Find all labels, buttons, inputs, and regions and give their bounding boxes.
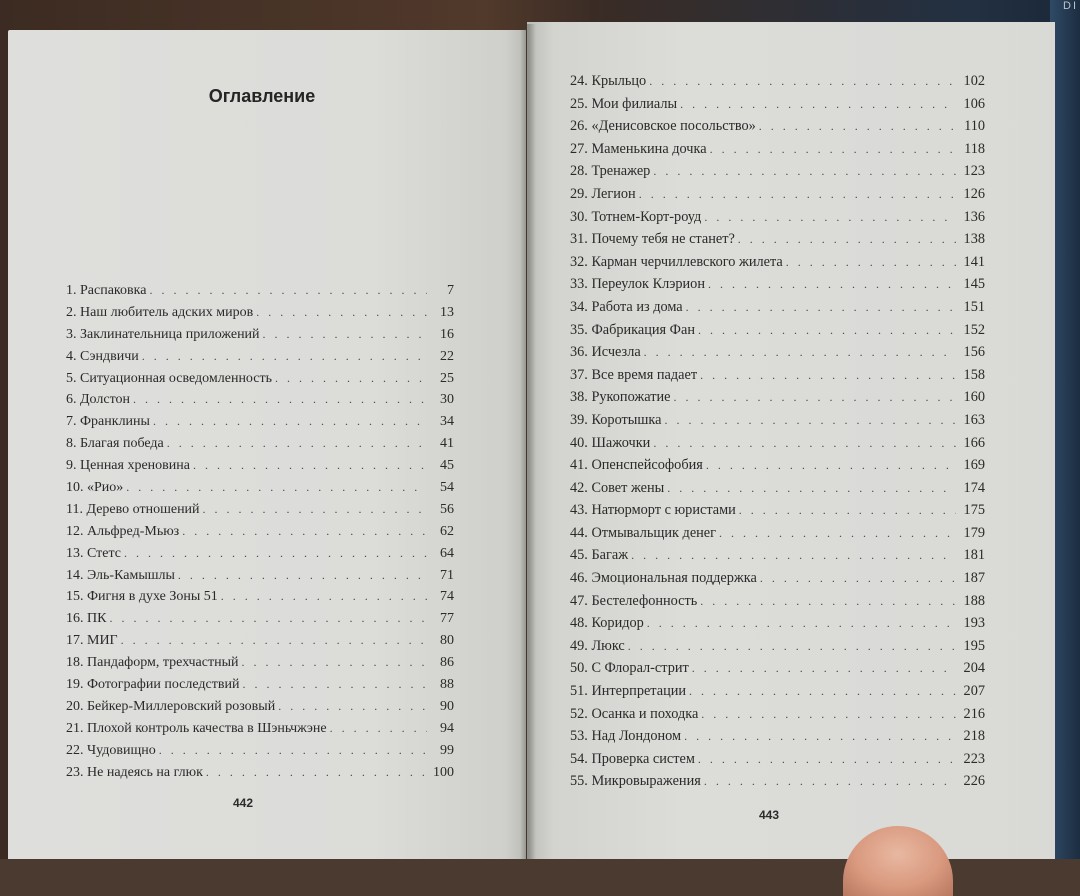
toc-entry-page: 90 <box>440 698 454 714</box>
toc-entry-page: 223 <box>963 750 985 767</box>
toc-entry-title: 8. Благая победа <box>66 436 164 452</box>
toc-entry-page: 25 <box>440 370 454 386</box>
toc-entry-title: 10. «Рио» <box>66 480 124 496</box>
toc-entry-title: 40. Шажочки <box>570 434 651 451</box>
toc-entry-title: 11. Дерево отношений <box>66 501 200 517</box>
toc-entry <box>570 412 985 435</box>
toc-entry-title: 5. Ситуационная осведомленность <box>66 370 273 386</box>
toc-entry <box>66 699 454 721</box>
toc-entry-title: 55. Микровыражения <box>570 773 701 790</box>
toc-entry-title: 43. Натюрморт с юристами <box>570 502 736 519</box>
toc-leader-dots <box>649 74 956 89</box>
toc-entry-page: 86 <box>440 655 454 671</box>
toc-entry-title: 27. Маменькина дочка <box>570 140 707 157</box>
toc-entry-page: 156 <box>963 344 985 361</box>
toc-entry <box>570 299 985 322</box>
toc-leader-dots <box>738 232 956 247</box>
toc-leader-dots <box>719 526 956 541</box>
toc-entry-title: 42. Совет жены <box>570 479 665 496</box>
toc-entry <box>570 367 985 390</box>
toc-entry <box>66 589 454 611</box>
toc-entry-page: 56 <box>440 501 454 517</box>
toc-leader-dots <box>203 502 427 517</box>
toc-entry <box>66 305 454 327</box>
toc-entry <box>570 389 985 412</box>
toc-leader-dots <box>178 568 427 583</box>
toc-entry <box>570 615 985 638</box>
book-gutter <box>520 24 536 859</box>
toc-leader-dots <box>653 436 956 451</box>
toc-leader-dots <box>759 119 956 134</box>
toc-entry <box>570 209 985 232</box>
toc-entry-page: 152 <box>963 321 985 338</box>
toc-leader-dots <box>689 684 956 699</box>
toc-entry <box>570 773 985 796</box>
toc-entry-page: 163 <box>963 411 985 428</box>
toc-entry-page: 22 <box>440 348 454 364</box>
toc-leader-dots <box>149 283 427 298</box>
toc-leader-dots <box>167 436 427 451</box>
toc-entry-title: 23. Не надеясь на глюк <box>66 764 203 780</box>
toc-entry-page: 118 <box>964 140 985 157</box>
toc-entry <box>570 141 985 164</box>
toc-entry-title: 1. Распаковка <box>66 283 147 298</box>
toc-entry <box>66 677 454 699</box>
toc-entry-title: 33. Переулок Клэрион <box>570 276 705 293</box>
toc-entry <box>570 547 985 570</box>
toc-left-list <box>66 283 454 786</box>
toc-entry-page: 64 <box>440 545 454 561</box>
toc-leader-dots <box>278 699 427 714</box>
toc-entry-title: 41. Опенспейсофобия <box>570 457 703 474</box>
toc-entry-title: 4. Сэндвичи <box>66 348 139 364</box>
toc-entry-page: 100 <box>433 764 454 780</box>
toc-entry-title: 15. Фигня в духе Зоны 51 <box>66 589 218 605</box>
toc-entry-page: 99 <box>440 742 454 758</box>
toc-leader-dots <box>680 97 956 112</box>
toc-leader-dots <box>133 392 427 407</box>
toc-entry-title: 36. Исчезла <box>570 344 641 361</box>
toc-entry-title: 45. Багаж <box>570 547 629 564</box>
toc-entry-title: 51. Интерпретации <box>570 683 687 700</box>
toc-entry-page: 187 <box>963 570 985 587</box>
toc-entry-title: 13. Стетс <box>66 545 121 561</box>
toc-entry-page: 80 <box>440 633 454 649</box>
toc-entry <box>66 327 454 349</box>
toc-entry-page: 207 <box>963 683 985 700</box>
toc-leader-dots <box>684 729 956 744</box>
toc-entry-title: 49. Люкс <box>570 637 625 654</box>
toc-entry-page: 175 <box>963 502 985 519</box>
toc-entry-title: 46. Эмоциональная поддержка <box>570 570 757 587</box>
toc-entry-page: 106 <box>963 95 985 112</box>
toc-leader-dots <box>256 305 427 320</box>
toc-entry-page: 41 <box>440 436 454 452</box>
toc-entry <box>570 344 985 367</box>
toc-leader-dots <box>628 639 956 654</box>
toc-entry <box>570 660 985 683</box>
toc-entry <box>66 611 454 633</box>
toc-entry-page: 226 <box>963 773 985 790</box>
toc-entry-title: 38. Рукопожатие <box>570 389 671 406</box>
toc-entry-page: 136 <box>963 208 985 225</box>
toc-leader-dots <box>644 345 956 360</box>
toc-entry-page: 181 <box>963 547 985 564</box>
toc-entry-title: 54. Проверка систем <box>570 750 695 767</box>
toc-entry-title: 48. Коридор <box>570 615 644 632</box>
toc-leader-dots <box>647 616 956 631</box>
toc-entry <box>66 546 454 568</box>
toc-entry-page: 16 <box>440 326 454 342</box>
toc-leader-dots <box>263 327 427 342</box>
toc-entry-page: 160 <box>963 389 985 406</box>
toc-leader-dots <box>760 571 956 586</box>
toc-entry-page: 158 <box>963 366 985 383</box>
toc-entry <box>66 721 454 743</box>
toc-entry <box>66 371 454 393</box>
toc-entry-page: 216 <box>963 705 985 722</box>
toc-leader-dots <box>121 633 427 648</box>
toc-leader-dots <box>739 503 956 518</box>
toc-entry-page: 141 <box>963 253 985 270</box>
toc-entry-title: 47. Бестелефонность <box>570 592 698 609</box>
toc-entry <box>66 743 454 765</box>
toc-entry-title: 14. Эль-Камышлы <box>66 567 175 583</box>
toc-entry-page: 151 <box>963 298 985 315</box>
toc-entry <box>570 502 985 525</box>
toc-entry-title: 22. Чудовищно <box>66 742 156 758</box>
toc-entry <box>570 163 985 186</box>
toc-entry-page: 13 <box>440 304 454 320</box>
toc-leader-dots <box>786 255 956 270</box>
toc-entry-title: 28. Тренажер <box>570 163 651 180</box>
toc-entry-title: 17. МИГ <box>66 633 118 649</box>
toc-entry-title: 26. «Денисовское посольство» <box>570 118 756 135</box>
toc-leader-dots <box>701 707 956 722</box>
page-number-left: 442 <box>233 796 254 810</box>
toc-heading: Оглавление <box>208 86 316 106</box>
toc-entry <box>570 231 985 254</box>
toc-entry <box>66 655 454 677</box>
toc-entry-page: 77 <box>440 611 454 627</box>
toc-entry-page: 138 <box>963 231 985 248</box>
toc-entry-page: 204 <box>963 660 985 677</box>
toc-entry-page: 195 <box>963 637 985 654</box>
toc-entry <box>66 502 454 524</box>
toc-entry-title: 34. Работа из дома <box>570 298 683 315</box>
toc-leader-dots <box>708 277 956 292</box>
toc-leader-dots <box>330 721 427 736</box>
toc-entry-title: 9. Ценная хреновина <box>66 458 190 474</box>
toc-leader-dots <box>153 414 427 429</box>
toc-entry-page: 54 <box>440 480 454 496</box>
toc-leader-dots <box>182 524 427 539</box>
toc-leader-dots <box>639 187 956 202</box>
toc-entry-page: 110 <box>964 118 985 135</box>
toc-entry-page: 30 <box>440 392 454 408</box>
toc-entry <box>66 349 454 371</box>
toc-leader-dots <box>700 594 956 609</box>
toc-entry <box>570 751 985 774</box>
toc-entry <box>570 593 985 616</box>
toc-leader-dots <box>221 589 427 604</box>
toc-entry <box>66 633 454 655</box>
toc-leader-dots <box>126 480 427 495</box>
toc-leader-dots <box>142 349 427 364</box>
toc-entry-page: 126 <box>963 185 985 202</box>
toc-entry <box>66 283 454 305</box>
toc-leader-dots <box>193 458 427 473</box>
toc-entry <box>570 73 985 96</box>
toc-leader-dots <box>664 413 956 428</box>
toc-entry <box>66 392 454 414</box>
toc-entry <box>570 435 985 458</box>
toc-entry-page: 94 <box>440 720 454 736</box>
toc-entry <box>570 480 985 503</box>
toc-entry-title: 32. Карман черчиллевского жилета <box>570 253 783 270</box>
toc-leader-dots <box>673 390 956 405</box>
toc-leader-dots <box>692 661 956 676</box>
toc-entry <box>570 706 985 729</box>
toc-entry-title: 53. Над Лондоном <box>570 728 682 745</box>
toc-entry-title: 52. Осанка и походка <box>570 705 699 722</box>
toc-entry-title: 21. Плохой контроль качества в Шэньчжэне <box>66 720 327 736</box>
toc-entry-page: 71 <box>440 567 454 583</box>
toc-entry-page: 145 <box>963 276 985 293</box>
toc-leader-dots <box>698 752 956 767</box>
toc-leader-dots <box>704 210 956 225</box>
toc-leader-dots <box>206 765 427 780</box>
toc-entry-page: 74 <box>440 589 454 605</box>
toc-entry-title: 7. Франклины <box>66 414 150 430</box>
toc-entry-title: 50. С Флорал-стрит <box>570 660 689 677</box>
toc-entry-page: 123 <box>963 163 985 180</box>
toc-entry <box>570 638 985 661</box>
toc-leader-dots <box>653 164 956 179</box>
toc-entry-page: 166 <box>963 434 985 451</box>
toc-entry-page: 7 <box>447 283 454 298</box>
toc-entry <box>66 524 454 546</box>
toc-entry <box>66 568 454 590</box>
toc-right-list <box>570 73 985 796</box>
toc-entry-title: 19. Фотографии последствий <box>66 677 240 693</box>
toc-entry-title: 20. Бейкер-Миллеровский розовый <box>66 698 276 714</box>
toc-entry <box>66 765 454 787</box>
toc-entry-title: 6. Долстон <box>66 392 130 408</box>
toc-entry <box>570 683 985 706</box>
toc-entry-title: 44. Отмывальщик денег <box>570 524 717 541</box>
toc-entry <box>570 525 985 548</box>
toc-entry-title: 39. Коротышка <box>570 411 662 428</box>
toc-entry-title: 30. Тотнем-Корт-роуд <box>570 208 702 225</box>
cover-corner-text: DI <box>1063 0 1078 12</box>
toc-leader-dots <box>698 323 956 338</box>
toc-entry <box>570 96 985 119</box>
toc-leader-dots <box>667 481 956 496</box>
toc-leader-dots <box>275 371 427 386</box>
toc-leader-dots <box>242 677 427 692</box>
toc-leader-dots <box>241 655 427 670</box>
toc-entry-page: 102 <box>963 73 985 89</box>
toc-entry <box>570 186 985 209</box>
toc-leader-dots <box>700 368 956 383</box>
toc-entry <box>570 728 985 751</box>
toc-entry <box>570 254 985 277</box>
toc-entry-title: 2. Наш любитель адских миров <box>66 304 254 320</box>
toc-entry-title: 18. Пандаформ, трехчастный <box>66 655 239 671</box>
toc-leader-dots <box>109 611 427 626</box>
toc-entry-page: 88 <box>440 677 454 693</box>
toc-entry-page: 62 <box>440 523 454 539</box>
toc-entry-page: 34 <box>440 414 454 430</box>
toc-entry <box>570 118 985 141</box>
toc-entry-page: 45 <box>440 458 454 474</box>
toc-entry <box>570 457 985 480</box>
toc-entry-title: 25. Мои филиалы <box>570 95 678 112</box>
toc-entry-page: 193 <box>963 615 985 632</box>
toc-leader-dots <box>710 142 956 157</box>
toc-entry <box>66 480 454 502</box>
page-number-right: 443 <box>759 808 780 822</box>
toc-entry <box>570 322 985 345</box>
toc-entry-title: 29. Легион <box>570 185 636 202</box>
toc-entry-page: 169 <box>963 457 985 474</box>
toc-entry <box>66 436 454 458</box>
toc-entry <box>570 570 985 593</box>
toc-entry-title: 24. Крыльцо <box>570 73 647 89</box>
toc-entry-page: 218 <box>963 728 985 745</box>
toc-leader-dots <box>631 548 956 563</box>
toc-entry-page: 174 <box>963 479 985 496</box>
toc-entry-title: 37. Все время падает <box>570 366 698 383</box>
toc-entry-title: 12. Альфред-Мьюз <box>66 523 180 539</box>
toc-entry <box>66 414 454 436</box>
toc-leader-dots <box>704 774 956 789</box>
toc-entry <box>570 276 985 299</box>
toc-entry-title: 31. Почему тебя не станет? <box>570 231 735 248</box>
toc-entry-page: 179 <box>963 524 985 541</box>
toc-entry-page: 188 <box>963 592 985 609</box>
toc-entry-title: 16. ПК <box>66 611 107 627</box>
toc-entry-title: 35. Фабрикация Фан <box>570 321 695 338</box>
toc-leader-dots <box>706 458 956 473</box>
toc-leader-dots <box>124 546 427 561</box>
toc-leader-dots <box>159 743 427 758</box>
toc-entry-title: 3. Заклинательница приложений <box>66 326 260 342</box>
toc-leader-dots <box>686 300 956 315</box>
toc-entry <box>66 458 454 480</box>
